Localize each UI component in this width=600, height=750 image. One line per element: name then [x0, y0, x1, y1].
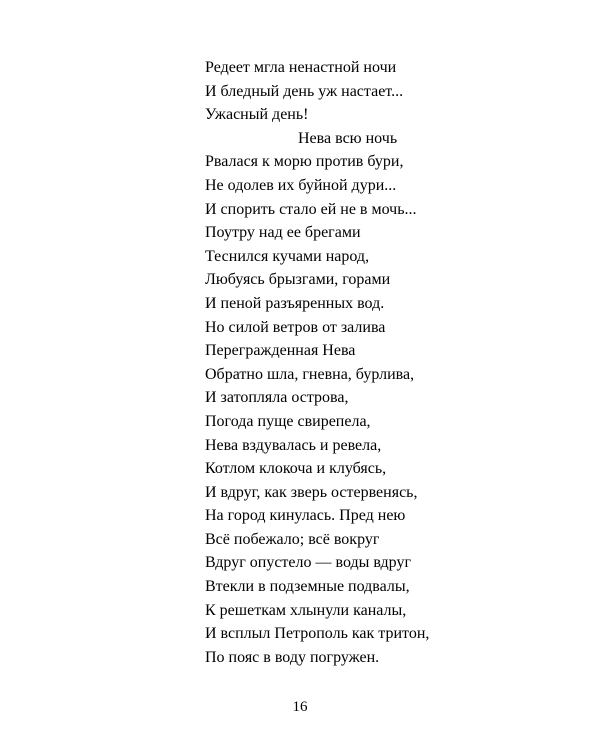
poem-line-indented: Нева всю ночь: [298, 129, 398, 147]
poem-line: Втекли в подземные подвалы,: [205, 578, 410, 596]
poem-line: Любуясь брызгами, горами: [205, 271, 391, 289]
poem-line: Ужасный день!: [205, 106, 309, 124]
poem-line: Обратно шла, гневна, бурлива,: [205, 365, 415, 383]
poem-line: И пеной разъяренных вод.: [205, 294, 385, 312]
poem-line: Поутру над ее брегами: [205, 224, 361, 242]
poem-line: К решеткам хлынули каналы,: [205, 601, 407, 619]
poem-text: [205, 56, 525, 669]
poem-line: Редеет мгла ненастной ночи: [205, 59, 397, 76]
poem-line: И всплыл Петрополь как тритон,: [205, 625, 430, 643]
poem-line: По пояс в воду погружен.: [205, 648, 380, 666]
poem-line: Теснился кучами народ,: [205, 247, 370, 265]
poem-line: Вдруг опустело — воды вдруг: [205, 554, 412, 572]
poem-line: Котлом клокоча и клубясь,: [205, 460, 387, 478]
poem-line: Не одолев их буйной дури...: [205, 176, 397, 194]
poem-line: И бледный день уж настает...: [205, 82, 404, 100]
poem-line: Рвалася к морю против бури,: [205, 153, 404, 171]
poem-line: На город кинулась. Пред нею: [205, 507, 406, 525]
poem-line: И вдруг, как зверь остервенясь,: [205, 483, 418, 501]
poem-line: И затопляла острова,: [205, 389, 349, 407]
poem-line: Погода пуще свирепела,: [205, 412, 371, 430]
poem-line: И спорить стало ей не в мочь...: [205, 200, 417, 218]
poem-line: Но силой ветров от залива: [205, 318, 386, 336]
poem-line: Нева вздувалась и ревела,: [205, 436, 382, 454]
poem-line: Всё побежало; всё вокруг: [205, 530, 380, 548]
poem-line: Перегражденная Нева: [205, 342, 356, 360]
page-number: 16: [292, 699, 308, 715]
